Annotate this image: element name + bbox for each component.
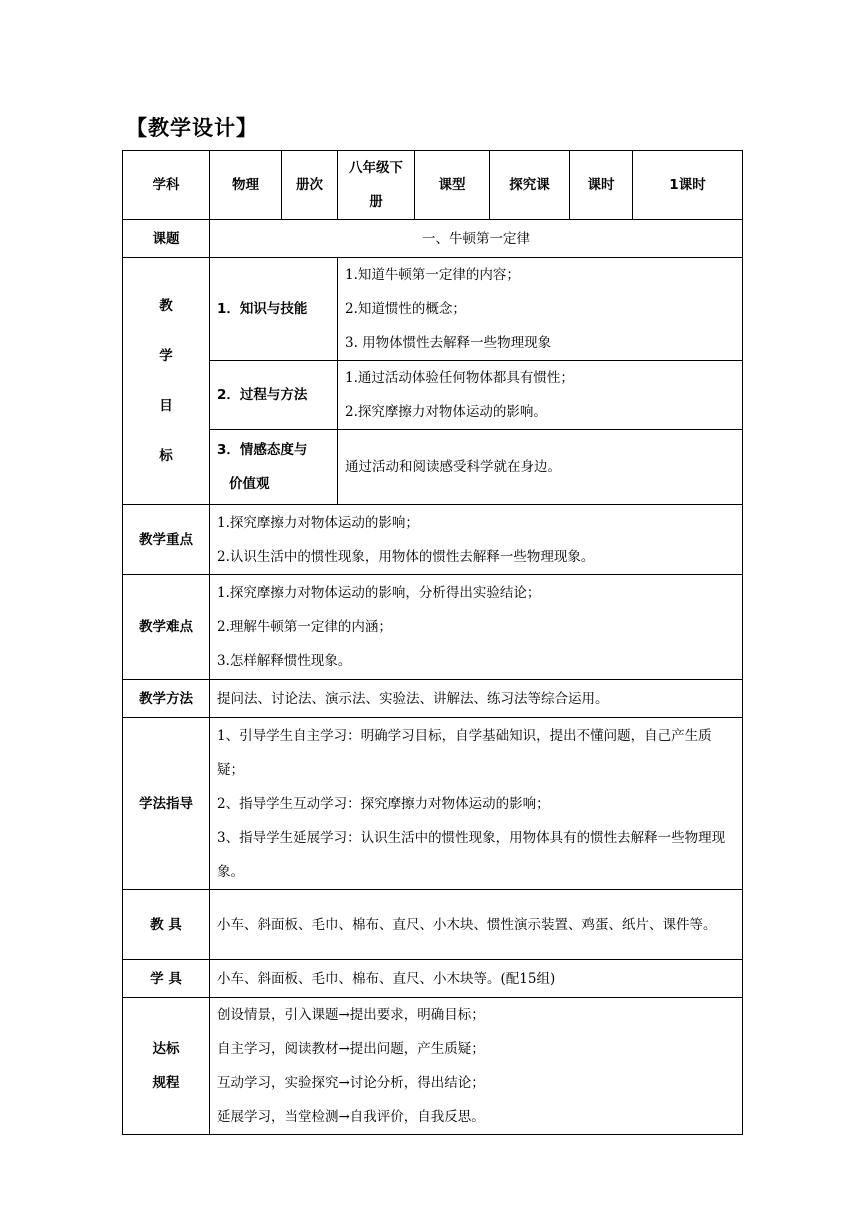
key-point-item: 1.探究摩擦力对物体运动的影响； bbox=[217, 514, 419, 531]
goals-label-char: 教 bbox=[159, 298, 173, 314]
topic-label: 课题 bbox=[123, 220, 210, 258]
difficulties-items bbox=[210, 575, 743, 680]
study-guide-item: 2、指导学生互动学习：探究摩擦力对物体运动的影响； bbox=[217, 795, 550, 812]
study-guide-row bbox=[123, 718, 743, 890]
procedure-label-line1: 达标 bbox=[152, 1041, 180, 1057]
goals-label-char: 学 bbox=[159, 348, 173, 364]
procedure-items bbox=[210, 998, 743, 1135]
subject-label: 学科 bbox=[123, 151, 210, 220]
difficulty-item: 1.探究摩擦力对物体运动的影响，分析得出实验结论； bbox=[217, 585, 541, 601]
emotion-label-line1: 3．情感态度与 bbox=[217, 442, 308, 458]
volume-value: 八年级下册 bbox=[338, 151, 415, 220]
type-value: 探究课 bbox=[490, 151, 570, 220]
goals-emotion-row bbox=[123, 430, 743, 505]
key-points-row bbox=[123, 505, 743, 575]
knowledge-label: 1．知识与技能 bbox=[210, 258, 338, 361]
goals-label-char: 目 bbox=[159, 398, 173, 414]
volume-label: 册次 bbox=[282, 151, 338, 220]
methods-text: 提问法、讨论法、演示法、实验法、讲解法、练习法等综合运用。 bbox=[210, 680, 743, 718]
process-items bbox=[338, 361, 743, 430]
study-guide-item: 1、引导学生自主学习：明确学习目标，自学基础知识，提出不懂问题，自己产生质疑； bbox=[217, 727, 712, 778]
subject-value: 物理 bbox=[210, 151, 282, 220]
lesson-plan-table bbox=[122, 150, 743, 1135]
study-guide-items bbox=[210, 718, 743, 890]
procedure-row bbox=[123, 998, 743, 1135]
teaching-tools-label: 教 具 bbox=[123, 890, 210, 960]
difficulties-row bbox=[123, 575, 743, 680]
methods-label: 教学方法 bbox=[123, 680, 210, 718]
hours-value: 1课时 bbox=[633, 151, 743, 220]
emotion-text: 通过活动和阅读感受科学就在身边。 bbox=[338, 430, 743, 505]
procedure-item: 创设情景，引入课题→提出要求，明确目标； bbox=[217, 1007, 485, 1023]
procedure-item: 延展学习，当堂检测→自我评价，自我反思。 bbox=[217, 1109, 485, 1125]
process-item: 2.探究摩擦力对物体运动的影响。 bbox=[345, 404, 547, 420]
study-guide-label: 学法指导 bbox=[123, 718, 210, 890]
methods-row bbox=[123, 680, 743, 718]
teaching-tools-text: 小车、斜面板、毛巾、棉布、直尺、小木块、惯性演示装置、鸡蛋、纸片、课件等。 bbox=[210, 890, 743, 960]
knowledge-items bbox=[338, 258, 743, 361]
process-item: 1.通过活动体验任何物体都具有惯性； bbox=[345, 370, 574, 386]
topic-row bbox=[123, 220, 743, 258]
knowledge-item: 3. 用物体惯性去解释一些物理现象 bbox=[345, 335, 552, 351]
knowledge-item: 1.知道牛顿第一定律的内容； bbox=[345, 267, 520, 283]
key-points-label: 教学重点 bbox=[123, 505, 210, 575]
type-label: 课型 bbox=[415, 151, 490, 220]
goals-process-row bbox=[123, 361, 743, 430]
learning-tools-label: 学 具 bbox=[123, 960, 210, 998]
learning-tools-text: 小车、斜面板、毛巾、棉布、直尺、小木块等。(配15组) bbox=[210, 960, 743, 998]
header-row bbox=[123, 151, 743, 220]
study-guide-item: 3、指导学生延展学习：认识生活中的惯性现象，用物体具有的惯性去解释一些物理现象。 bbox=[217, 829, 726, 880]
process-label: 2．过程与方法 bbox=[210, 361, 338, 430]
goals-label bbox=[123, 258, 210, 505]
emotion-label bbox=[210, 430, 338, 505]
key-point-item: 2.认识生活中的惯性现象，用物体的惯性去解释一些物理现象。 bbox=[217, 548, 595, 565]
topic-value: 一、牛顿第一定律 bbox=[210, 220, 743, 258]
difficulty-item: 3.怎样解释惯性现象。 bbox=[217, 653, 352, 669]
document-title: 【教学设计】 bbox=[126, 116, 258, 140]
hours-label: 课时 bbox=[570, 151, 633, 220]
teaching-tools-row bbox=[123, 890, 743, 960]
learning-tools-row bbox=[123, 960, 743, 998]
goals-label-char: 标 bbox=[159, 448, 173, 464]
procedure-item: 自主学习，阅读教材→提出问题，产生质疑； bbox=[217, 1041, 485, 1057]
difficulty-item: 2.理解牛顿第一定律的内涵； bbox=[217, 619, 392, 635]
key-points-items bbox=[210, 505, 743, 575]
procedure-item: 互动学习，实验探究→讨论分析，得出结论； bbox=[217, 1075, 485, 1091]
procedure-label-line2: 规程 bbox=[152, 1075, 180, 1091]
emotion-label-line2: 价值观 bbox=[229, 476, 270, 492]
goals-knowledge-row bbox=[123, 258, 743, 361]
knowledge-item: 2.知道惯性的概念； bbox=[345, 301, 466, 317]
procedure-label bbox=[123, 998, 210, 1135]
difficulties-label: 教学难点 bbox=[123, 575, 210, 680]
